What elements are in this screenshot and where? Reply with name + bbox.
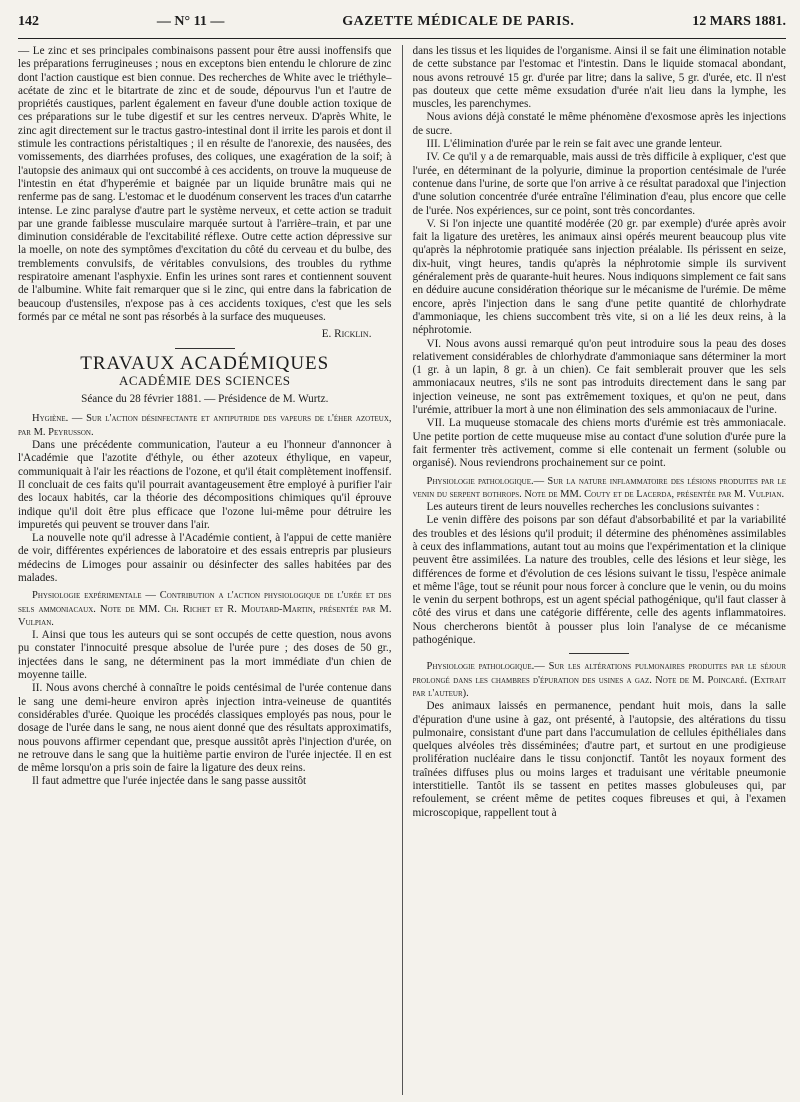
issue-date: 12 MARS 1881. [692,14,786,29]
paragraph: VI. Nous avons aussi remarqué qu'on peut introduire sous la peau des doses relativement considérables de chlorhydrate d'ammoniaque sans déterminer la mort (1 gr. à un lapin, 8 gr. à un chien). Ce fait semblerait prouver que les sels ammoniacaux neutres, s'ils ne sont pas introduits directement dans le sang par injection veineuse, ne sont pas extrêmement toxiques, et qu'on ne peut, dans l'urémie, attribuer la mort à une non élimination des sels ammoniacaux de l'urine. [412,337,786,417]
issue-number: — N° 11 — [156,14,225,29]
paragraph: — Le zinc et ses principales combinaisons passent pour être aussi inoffensifs que les préparations ferrugineuses ; nous en exceptons bien entendu le chlorure de zinc dont l'action caustique est bien connue. Des recherches de White avec le triéthyle–acétate de zinc et le bitartrate de zinc et de soude, dépourvus l'un et l'autre de propriétés caustiques, parlent également en faveur d'une double action toxique de ces préparations sur le tube digestif et sur les centres nerveux. D'après White, le zinc agit directement sur le tractus gastro-intestinal dont il irrite les parois et dont il stimule les contractions péristaltiques ; il en résulte de l'anorexie, des nausées, des vomissements, des diarrhées profuses, des coliques, une exagération de la soif; à l'autopsie des animaux qui ont succombé à ces accidents, on trouve la muqueuse de l'intestin en état d'hyperémie et baignée par un liquide brunâtre mais qui ne renferme pas de sang. L'estomac et le duodénum conservent les traces d'un catarrhe intense. Le zinc paralyse d'autre part le système nerveux, et cette action se traduit par une grande faiblesse musculaire marquée surtout à l'arrière–train, et par une diminution considérable de l'excitabilité réflexe. Outre cette action dépressive sur la moelle, on note des symptômes d'excitation du côté du cerveau et du bulbe, des tremblements convulsifs, de véritables convulsions, des troubles du rythme respiratoire amenant l'asphyxie. Enfin les urines sont rares et contiennent souvent de l'albumine. White fait remarquer que si le zinc, qui entre dans la fabrication de beaucoup d'ustensiles, n'expose pas à ces accidents toxiques, c'est que les sels formés par ce métal ne sont pas résorbés à la surface des muqueuses. [18,45,392,323]
paragraph: III. L'élimination d'urée par le rein se fait avec une grande lenteur. [426,138,723,151]
paragraph: V. Si l'on injecte une quantité modérée (20 gr. par exemple) d'urée après avoir fait la ligature des uretères, les animaux ainsi opérés meurent beaucoup plus vite qu'après la néphrotomie pratiquée sans injection préalable. Ils périssent en seize, dix-huit, vingt heures, tandis qu'après la néphrotomie simple ils survivent généralement près de quarante-huit heures. Nous indiquons simplement ce fait sans en déduire aucune considération théorique sur le mécanisme de l'urémie. De même encore, après l'injection dans le sang d'une petite quantité de chlorhydrate d'ammoniaque, les chiens succombent très vite, si on a lié les deux reins, à la néphrotomie. [412,217,786,337]
paragraph: II. Nous avons cherché à connaître le poids centésimal de l'urée contenue dans le sang une demi-heure environ après injection intra-veineuse de quantités considérables d'urée. Quoique les procédés classiques employés pas nous, pour le dosage de l'urée dans le sang, ne nous aient donné que des résultats approximatifs, nous pouvons affirmer cependant que, presque aussitôt après l'injection d'urée, on ne retrouve dans le sang que la huitième partie environ de l'urée injectée. Il en est de même lorsqu'on a pris soin de faire la ligature des deux reins. [18,682,392,775]
page-number: 142 [18,14,39,29]
separator [569,653,629,654]
article-heading: Physiologie expérimentale — Contribution a l'action physiologique de l'urée et des sels ammoniacaux. Note de MM. Ch. Richet et R. Moutard-Martin, présentée par M. Vulpian. [18,590,392,628]
paragraph: La nouvelle note qu'il adresse à l'Académie contient, à l'appui de cette manière de voir, différentes expériences de laboratoire et des essais entrepris par plusieurs médecins de Limoges pour assainir ou désinfecter des salles habitées par des malades. [18,532,392,584]
paragraph: Dans une précédente communication, l'auteur a eu l'honneur d'annoncer à l'Académie que l'azotite d'éthyle, ou éther azoteux éthylique, en vapeur, communiquait à l'air les réactions de l'ozone, et qu'il était complètement inoffensif. Il concluait de ces faits qu'il pourrait avantageusement être employé à purifier l'air des locaux habités, car la théorie des décompositions chimiques qu'il éprouve indique qu'il doit être plus efficace que l'ozone lui-même pour détruire les impuretés qui peuvent se trouver dans l'air. [18,439,392,531]
paragraph: dans les tissus et les liquides de l'organisme. Ainsi il se fait une élimination notable de cette substance par l'estomac et l'intestin. Dans le liquide stomacal abondant, nous avons retrouvé 15 gr. d'urée par litre; dans la salive, 5 gr. d'urée, etc. Il n'est pas douteux que cette même exsudation d'urée n'ait lieu dans la lymphe, les muscles, les parenchymes. [412,45,786,111]
header-rule [18,38,786,39]
left-column [18,45,403,1095]
paragraph: VII. La muqueuse stomacale des chiens morts d'urémie est très ammoniacale. Une petite portion de cette muqueuse mise au contact d'une solution d'urée pure la fait fermenter très activement, comme si elle contenait un ferment (soluble ou organisé). Nous reviendrons prochainement sur ce point. [412,417,786,470]
section-title: TRAVAUX ACADÉMIQUES [80,352,330,374]
section-subtitle: ACADÉMIE DES SCIENCES [118,372,291,388]
article-heading: Physiologie pathologique.— Sur la nature inflammatoire des lésions produites par le venin du serpent bothrops. Note de MM. Couty et de Lacerda, présentée par M. Vulpian. [412,475,786,500]
paragraph: Nous avions déjà constaté le même phénomène d'exosmose après les injections de sucre. [412,111,786,137]
article-heading: Physiologie pathologique.— Sur les altérations pulmonaires produites par le séjour prolongé dans les chambres d'épuration des usines a gaz. Note de M. Poincaré. (Extrait par l'auteur). [412,661,786,699]
article-heading: Hygiène. — Sur l'action désinfectante et antiputride des vapeurs de l'éher azoteux, par M. Peyrusson. [18,413,392,438]
columns [18,45,786,1095]
paragraph: I. Ainsi que tous les auteurs qui se sont occupés de cette question, nous avons pu constater l'innocuité presque absolue de l'urée pure ; des doses de 50 gr., injectées dans le sang, ne déterminent pas la mort immédiate d'un chien de moyenne taille. [18,629,392,682]
separator [175,348,235,349]
page-header [18,14,786,36]
paragraph: Le venin diffère des poisons par son défaut d'absorbabilité et par la variabilité des troubles et des lésions qu'il produit; il détermine des phénomènes assimilables à ceux des inflammations, autant tout au moins que l'expérimentation et la clinique peuvent être assimilées. La nature des troubles, celle des lésions et leur siège, les différences de forme et d'évolution de ces lésions suivant le tissu, l'espèce animale et même l'âge, tout se réunit pour nous forcer à conclure que le venin, ou du moins le venin du serpent bothrops, est un agent spécial pathogénique, qu'il faut classer à côté des virus et dans une catégorie différente, celle des agents inflammatoires. Nous chercherons bientôt à pousser plus loin l'analyse de ce mécanisme pathogénique. [412,514,786,647]
paragraph: Il faut admettre que l'urée injectée dans le sang passe aussitôt [32,775,307,788]
author-signature: E. Ricklin. [321,328,372,341]
right-column [413,45,787,1095]
journal-title: GAZETTE MÉDICALE DE PARIS. [342,14,575,29]
paragraph: IV. Ce qu'il y a de remarquable, mais aussi de très difficile à expliquer, c'est que l'urée, en déterminant de la polyurie, diminue la proportion centésimale de l'urée contenue dans l'urine, de sorte que l'on arrive à ce résultat paradoxal que l'injection d'une solution concentrée d'urée entraîne l'élimination d'eau, plus encore que celle de l'urée. Nos expériences, sur ce point, sont très concordantes. [412,151,786,217]
paragraph: Des animaux laissés en permanence, pendant huit mois, dans la salle d'épuration d'une usine à gaz, ont présenté, à l'autopsie, des altérations du tissu pulmonaire, consistant d'une part dans l'accumulation de cellules épithéliales dans quelques alvéoles très disséminées; d'autre part, et surtout en une prodigieuse prolifération nucléaire dans le tissu conjonctif. Tantôt les noyaux forment des traînées diffuses plus ou moins larges et traduisant une véritable pneumonie interstitielle. Tantôt ils se tassent en petites masses globuleuses qui, par refoulement, se créent même de petites coques fibreuses et qui, à l'examen microscopique, rappellent tout à [412,700,786,819]
session-line: Séance du 28 février 1881. — Présidence de M. Wurtz. [81,393,329,406]
paragraph: Les auteurs tirent de leurs nouvelles recherches les conclusions suivantes : [426,501,760,514]
